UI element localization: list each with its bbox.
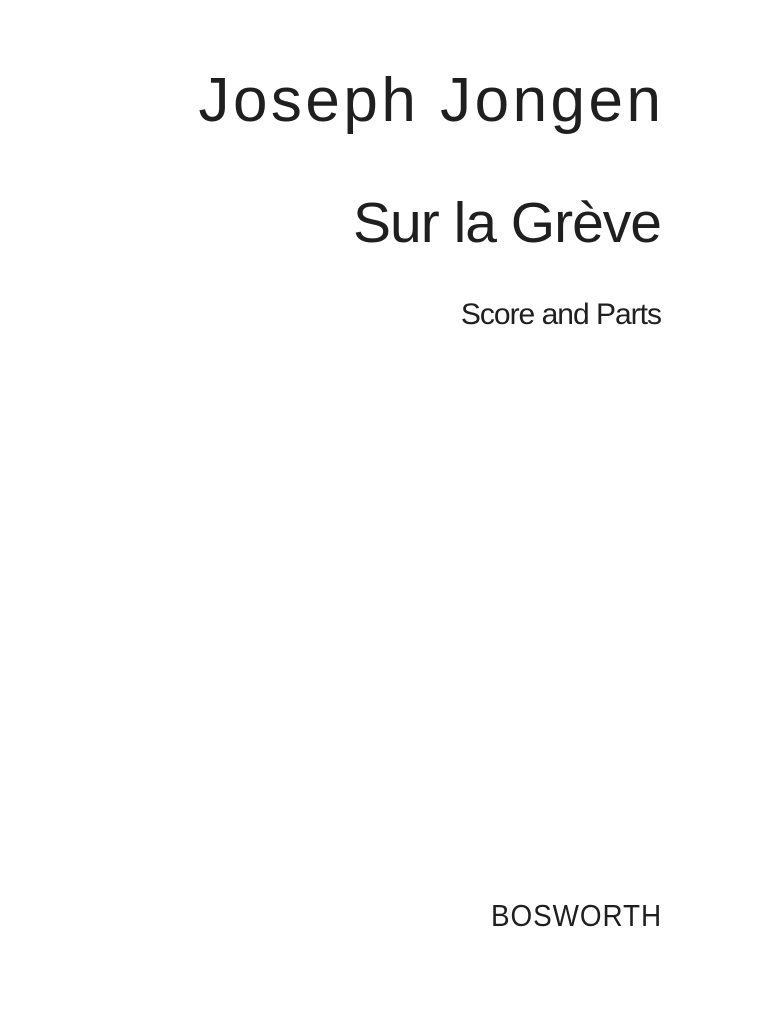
publisher-wordmark: BOSWORTH (491, 898, 662, 933)
edition-subtitle: Score and Parts (460, 298, 661, 331)
work-title: Sur la Grève (353, 191, 661, 255)
composer-name: Joseph Jongen (198, 66, 665, 135)
